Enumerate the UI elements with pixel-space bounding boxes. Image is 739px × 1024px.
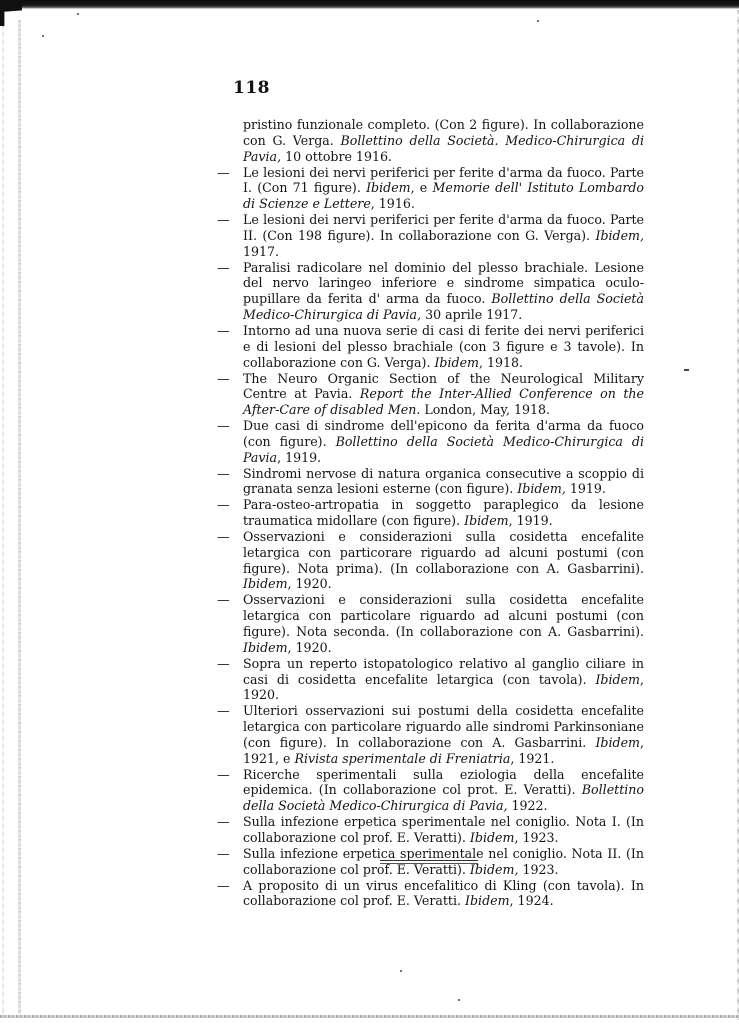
entry-dash-marker: — — [217, 877, 230, 893]
citation-text: , 1920. — [243, 671, 644, 703]
bibliography-entry — [217, 497, 644, 529]
citation-source-italic: Ibidem, — [517, 481, 566, 497]
citation-source-italic: Bollettino della Società Medico-Chirurgica di Pavia, — [243, 782, 644, 814]
citation-source-italic: Ibidem — [366, 180, 411, 196]
citation-text: Le lesioni dei nervi periferici per ferite d'arma da fuoco. Parte II. (Con 198 figure). In collaborazione con G. Verga). — [243, 212, 644, 243]
citation-text: Osservazioni e considerazioni sulla cosidetta encefalite letargica con particorare riguardo ad alcuni postumi (con figure). Nota prima). (In collaborazione con A. Gasbarrini). — [243, 528, 644, 576]
citation-source-italic: Report the Inter-Allied Conference on the After-Care of disabled Men. — [243, 386, 644, 418]
citation-text: Osservazioni e considerazioni sulla cosidetta encefalite letargica con particolare riguardo ad alcuni postumi (con figure). Nota seconda. (In collaborazione con A. Gasbarrini). — [243, 592, 644, 639]
entry-text — [243, 323, 644, 370]
citation-text: , 1920. — [287, 576, 332, 592]
entry-dash-marker: — — [217, 703, 230, 719]
bibliography-entry — [217, 164, 644, 213]
bibliography-list — [217, 117, 645, 909]
citation-text: A proposito di un virus encefalitico di Kling (con tavola). In collaborazione col prof. E. Veratti. — [243, 877, 644, 909]
bibliography-entry — [217, 322, 644, 371]
page-number: 118 — [233, 78, 270, 98]
citation-text: 1922. — [507, 798, 548, 814]
citation-source-italic: Ibidem — [464, 513, 509, 529]
citation-source-italic: Ibidem — [465, 893, 510, 909]
bibliography-entry — [217, 655, 644, 704]
entry-dash-marker: — — [217, 370, 230, 386]
citation-text: , 1921, e — [243, 734, 644, 766]
entry-text — [243, 466, 644, 497]
citation-text: Sulla infezione erpetica sperimentale nel coniglio. Nota I. (In collaborazione col prof. E. Veratti). — [243, 814, 644, 845]
entry-text — [243, 767, 644, 814]
citation-text: Sulla infezione erpetica sperimentale nel coniglio. Nota II. (In collaborazione col prof. E. Veratti). — [243, 845, 644, 877]
entry-text — [243, 878, 644, 909]
scan-speck — [684, 369, 689, 371]
citation-source-italic: Bollettino della Società. Medico-Chirurgica di Pavia, — [243, 132, 645, 164]
entry-dash-marker: — — [217, 418, 230, 434]
entry-text — [243, 371, 644, 418]
entry-text — [243, 165, 644, 212]
citation-text: The Neuro Organic Section of the Neurological Military Centre at Pavia. — [243, 370, 644, 402]
entries-container — [217, 164, 644, 910]
scan-speck — [77, 13, 79, 15]
entry-dash-marker: — — [217, 259, 230, 275]
citation-source-italic: Ibidem — [243, 576, 288, 592]
citation-text: pristino funzionale completo. (Con 2 figure). In collaborazione con G. Verga. — [243, 117, 644, 148]
entry-dash-marker: — — [217, 655, 230, 671]
entry-text — [243, 418, 644, 465]
citation-text: 10 ottobre 1916. — [281, 148, 392, 164]
citation-source-italic: Ibidem — [434, 354, 479, 370]
entry-text — [243, 703, 644, 766]
citation-text: Intorno ad una nuova serie di casi di ferite dei nervi periferici e di lesioni del plesso brachiale (con 3 figure e 3 tavole). In collaborazione con G. Verga). — [243, 322, 644, 370]
citation-text: 30 aprile 1917. — [421, 307, 523, 323]
citation-source-italic: Bollettino della Società Medico-Chirurgica di Pavia, — [243, 291, 644, 323]
citation-text: 1919. — [565, 481, 606, 497]
citation-source-italic: Ibidem, — [469, 861, 519, 877]
citation-source-italic: Ibidem — [595, 671, 640, 687]
citation-text: , 1919. — [277, 449, 322, 465]
entry-dash-marker: — — [217, 766, 230, 782]
scan-bottom-edge — [0, 1015, 739, 1018]
scan-speck — [400, 970, 402, 972]
entry-text — [243, 497, 644, 528]
continuation-paragraph — [226, 117, 644, 165]
entry-text — [243, 529, 644, 592]
closing-rule — [380, 860, 478, 864]
bibliography-entry — [217, 212, 644, 260]
scan-speck — [458, 999, 460, 1001]
bibliography-entry — [217, 418, 644, 466]
citation-text: , 1916. — [370, 196, 415, 212]
citation-source-italic: Ibidem — [469, 829, 515, 845]
entry-dash-marker: — — [217, 845, 230, 861]
citation-text: Paralisi radicolare nel dominio del plesso brachiale. Lesione del nervo laringeo inferiore e sindrome simpatica oculo-pupillare da ferita d' arma da fuoco. — [243, 259, 644, 307]
citation-text: , 1923. — [514, 829, 559, 845]
scan-left-edge — [18, 20, 21, 1014]
entry-dash-marker: — — [217, 528, 230, 544]
entry-dash-marker: — — [217, 592, 230, 608]
entry-dash-marker: — — [217, 164, 230, 180]
bibliography-entry — [217, 370, 644, 419]
entry-dash-marker: — — [217, 322, 230, 338]
entry-text — [243, 212, 644, 259]
scan-speck — [537, 20, 539, 22]
entry-text — [243, 814, 644, 845]
bibliography-entry — [217, 465, 644, 498]
entry-dash-marker: — — [217, 465, 230, 481]
entry-text — [243, 592, 644, 655]
citation-text: Sopra un reperto istopatologico relativo al ganglio ciliare in casi di cosidetta encefalite letargica (con tavola). — [243, 655, 644, 687]
citation-source-italic: Rivista sperimentale di Freniatria — [294, 750, 511, 766]
bibliography-entry — [217, 766, 644, 815]
bibliography-entry — [217, 259, 644, 323]
entry-dash-marker: — — [217, 814, 230, 830]
citation-source-italic: Ibidem, — [595, 227, 644, 243]
citation-text: , 1924. — [509, 893, 554, 909]
bibliography-entry — [217, 592, 644, 655]
citation-source-italic: Ibidem — [243, 639, 288, 655]
bibliography-entry — [217, 814, 644, 846]
entry-text — [243, 656, 644, 703]
citation-text: Due casi di sindrome dell'epicono da ferita d'arma da fuoco (con figure). — [243, 418, 644, 449]
bibliography-entry — [217, 703, 644, 766]
citation-text: 1923. — [518, 861, 559, 877]
citation-text: , 1918. — [478, 354, 524, 370]
scan-top-edge — [0, 0, 739, 9]
citation-text: Para-osteo-artropatia in soggetto paraplegico da lesione traumatica midollare (con figure). — [243, 497, 644, 529]
citation-text: 1917. — [243, 243, 280, 259]
scan-speck — [42, 35, 44, 37]
entry-dash-marker: — — [217, 497, 230, 513]
citation-text: , 1921. — [510, 750, 555, 766]
citation-text: Sindromi nervose di natura organica consecutive a scoppio di granata senza lesioni esterne (con figure). — [243, 465, 644, 497]
citation-text: Ricerche sperimentali sulla eziologia della encefalite epidemica. (In collaborazione col prot. E. Veratti). — [243, 766, 644, 798]
citation-text: , e — [410, 180, 433, 196]
citation-text: Ulteriori osservazioni sui postumi della cosidetta encefalite letargica con particolare riguardo alle sindromi Parkinsoniane (con figure). In collaborazione con A. Gasbarrini. — [243, 703, 644, 750]
citation-text: , 1919. — [508, 513, 553, 529]
scan-left-edge-outer — [2, 26, 4, 1016]
citation-source-italic: Ibidem — [595, 734, 640, 750]
citation-source-italic: Memorie dell' Istituto Lombardo di Scienze e Lettere — [243, 180, 644, 212]
entry-dash-marker: — — [217, 212, 230, 228]
citation-text: , 1920. — [287, 639, 332, 655]
bibliography-entry — [217, 528, 644, 592]
bibliography-entry — [217, 877, 644, 910]
citation-source-italic: Bollettino della Società Medico-Chirurgica di Pavia — [243, 433, 644, 465]
citation-text: Le lesioni dei nervi periferici per ferite d'arma da fuoco. Parte I. (Con 71 figure). — [243, 164, 644, 196]
entry-text — [243, 260, 644, 323]
citation-text: London, May, 1918. — [420, 402, 551, 418]
